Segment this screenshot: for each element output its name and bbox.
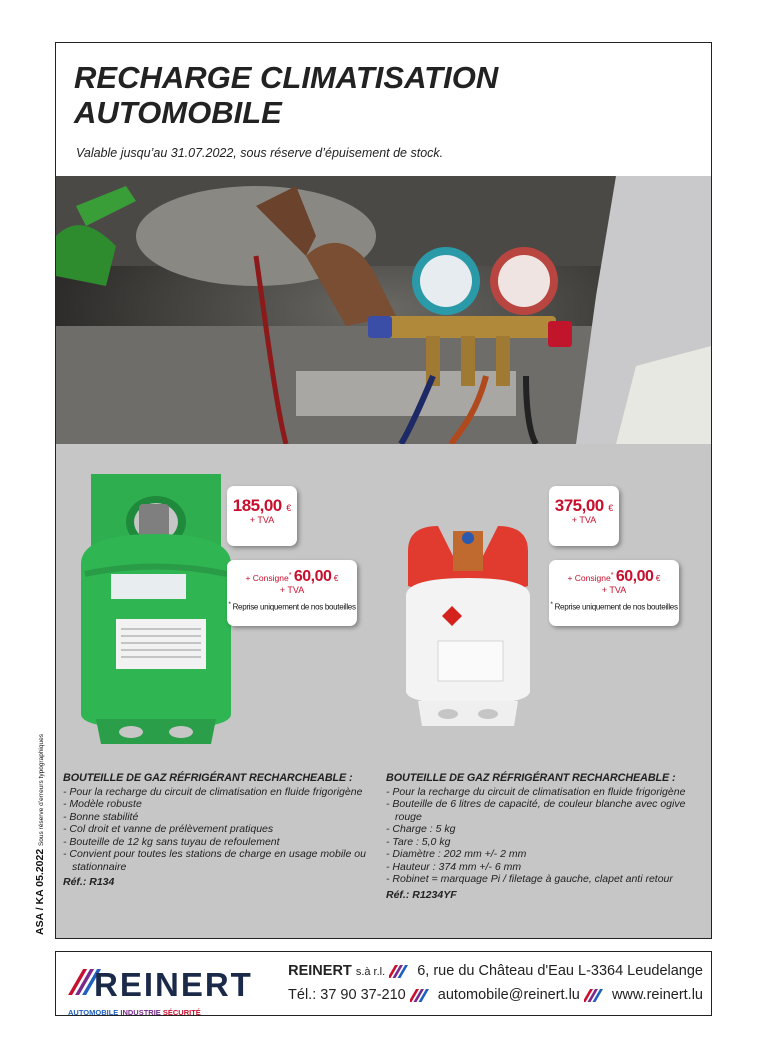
- tva-label: + TVA: [571, 515, 597, 525]
- consigne-star: *: [610, 571, 614, 580]
- reinert-logo: [64, 964, 254, 1017]
- feature-list: [63, 786, 381, 874]
- consigne-box-right: [549, 560, 679, 626]
- list-item: - Modèle robuste: [63, 798, 381, 811]
- side-code: ASA / KA 05.2022: [34, 848, 46, 935]
- description-right: [386, 772, 708, 901]
- side-note: Sous réserve d’erreurs typographiques: [38, 734, 45, 847]
- company-suffix: s.à r.l.: [355, 966, 386, 978]
- footer: [55, 951, 712, 1016]
- list-item: - Hauteur : 374 mm +/- 6 mm: [386, 861, 708, 874]
- feature-list: [386, 786, 708, 886]
- green-cylinder-image: [71, 464, 241, 749]
- consigne-label: + Consigne: [245, 573, 289, 583]
- separator-slashes-icon: [584, 989, 608, 1002]
- price-box-right: [549, 486, 619, 546]
- page-title: RECHARGE CLIMATISATION AUTOMOBILE: [74, 60, 499, 130]
- products-panel: [56, 444, 711, 938]
- logo-tagline: [68, 1008, 201, 1017]
- validity-text: Valable jusqu’au 31.07.2022, sous réserve d’épuisement de stock.: [76, 146, 444, 160]
- company-name: REINERT: [288, 963, 352, 979]
- consigne-label: + Consigne: [567, 573, 611, 583]
- separator-slashes-icon: [389, 965, 413, 978]
- logo-text: REINERT: [94, 966, 253, 1003]
- consigne-star: *: [288, 571, 292, 580]
- contact-address-line: [288, 963, 703, 979]
- contact-phone-line: [288, 987, 703, 1003]
- product-ref: Réf.: R134: [63, 876, 115, 888]
- consigne-currency: €: [655, 573, 661, 583]
- website-link[interactable]: www.reinert.lu: [611, 987, 703, 1003]
- logo-slashes-icon: [64, 964, 254, 1004]
- tva-label: + TVA: [249, 515, 275, 525]
- reprise-note: Reprise uniquement de nos bouteilles: [554, 602, 678, 612]
- consigne-price: 60,00: [293, 568, 332, 585]
- list-item: - Diamètre : 202 mm +/- 2 mm: [386, 848, 708, 861]
- list-item: - Col droit et vanne de prélèvement pratiques: [63, 823, 381, 836]
- consigne-price: 60,00: [615, 568, 654, 585]
- tag-industrie: INDUSTRIE: [120, 1008, 161, 1017]
- price-box-left: [227, 486, 297, 546]
- consigne-tva: + TVA: [279, 585, 305, 595]
- price-value: 375,00: [554, 496, 604, 515]
- consigne-currency: €: [333, 573, 339, 583]
- currency: €: [608, 503, 614, 513]
- consigne-box-left: [227, 560, 357, 626]
- list-item: - Bouteille de 6 litres de capacité, de couleur blanche avec ogive rouge: [386, 798, 708, 823]
- tag-automobile: AUTOMOBILE: [68, 1008, 119, 1017]
- list-item: - Convient pour toutes les stations de charge en usage mobile ou stationnaire: [63, 848, 381, 873]
- list-item: - Pour la recharge du circuit de climatisation en fluide frigorigène: [386, 786, 708, 799]
- note-star: *: [550, 601, 553, 608]
- list-item: - Bouteille de 12 kg sans tuyau de refoulement: [63, 836, 381, 849]
- list-item: - Charge : 5 kg: [386, 823, 708, 836]
- address: 6, rue du Château d'Eau L-3364 Leudelange: [417, 963, 703, 979]
- side-reference: [34, 734, 46, 935]
- reprise-note: Reprise uniquement de nos bouteilles: [232, 602, 356, 612]
- separator-slashes-icon: [410, 989, 434, 1002]
- product-heading: BOUTEILLE DE GAZ RÉFRIGÉRANT RECHARCHEABLE :: [386, 772, 676, 784]
- list-item: - Robinet = marquage Pi / filetage à gauche, clapet anti retour: [386, 873, 708, 886]
- list-item: - Pour la recharge du circuit de climatisation en fluide frigorigène: [63, 786, 381, 799]
- email-link[interactable]: automobile@reinert.lu: [437, 987, 580, 1003]
- list-item: - Tare : 5,0 kg: [386, 836, 708, 849]
- phone: Tél.: 37 90 37-210: [288, 987, 406, 1003]
- product-heading: BOUTEILLE DE GAZ RÉFRIGÉRANT RECHARCHEABLE :: [63, 772, 353, 784]
- tag-securite: SÉCURITÉ: [162, 1008, 201, 1017]
- price-value: 185,00: [232, 496, 282, 515]
- note-star: *: [228, 601, 231, 608]
- description-left: [63, 772, 381, 889]
- product-ref: Réf.: R1234YF: [386, 888, 457, 901]
- currency: €: [286, 503, 292, 513]
- list-item: - Bonne stabilité: [63, 811, 381, 824]
- consigne-tva: + TVA: [601, 585, 627, 595]
- white-cylinder-image: [398, 516, 538, 731]
- engine-photo: [56, 176, 711, 444]
